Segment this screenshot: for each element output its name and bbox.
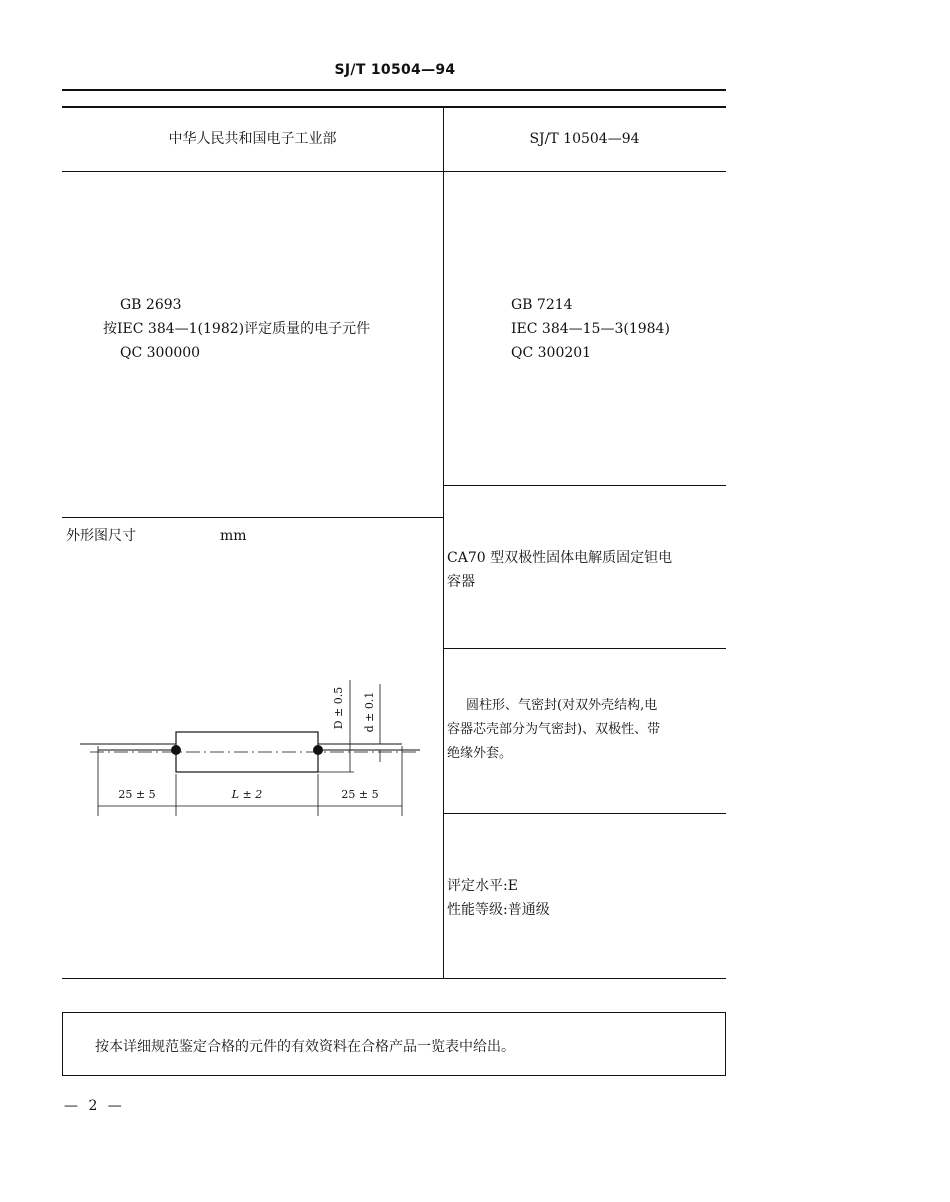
- left-ref-iec: 按IEC 384—1(1982)评定质量的电子元件: [103, 321, 371, 337]
- right-rule-2: [443, 485, 726, 486]
- capacitor-outline-drawing: [80, 660, 430, 830]
- table-rule-1: [62, 171, 726, 172]
- dim-lead-left: 25 ± 5: [118, 788, 156, 801]
- left-ref-qc: QC 300000: [120, 345, 201, 361]
- dim-diameter: D ± 0.5: [332, 686, 345, 730]
- dim-body-length: L ± 2: [231, 788, 263, 801]
- right-ref-iec: IEC 384—15—3(1984): [511, 321, 670, 337]
- right-rule-4: [443, 813, 726, 814]
- qualification-note-box: [62, 1012, 726, 1076]
- header-rule: [62, 89, 726, 91]
- table-center-divider: [443, 106, 444, 978]
- doc-code-cell: SJ/T 10504—94: [529, 131, 640, 147]
- running-header: SJ/T 10504—94: [334, 62, 456, 78]
- dim-lead-diameter: d ± 0.1: [363, 691, 376, 733]
- description-line2: 容器芯壳部分为气密封)、双极性、带: [447, 722, 661, 737]
- right-rule-3: [443, 648, 726, 649]
- left-ref-gb: GB 2693: [120, 297, 182, 313]
- performance-grade: 性能等级:普通级: [447, 902, 550, 918]
- dim-lead-right: 25 ± 5: [341, 788, 379, 801]
- right-ref-qc: QC 300201: [511, 345, 592, 361]
- assessment-level: 评定水平:E: [447, 878, 518, 894]
- left-rule-2: [62, 517, 443, 518]
- outline-label: 外形图尺寸: [66, 528, 136, 544]
- product-name-line2: 容器: [447, 574, 475, 590]
- page-number: — 2 —: [64, 1098, 125, 1114]
- product-name-line1: CA70 型双极性固体电解质固定钽电: [447, 550, 673, 566]
- outline-unit: mm: [220, 528, 247, 544]
- issuer-name: 中华人民共和国电子工业部: [168, 131, 337, 147]
- description-line1: 圆柱形、气密封(对双外壳结构,电: [466, 698, 658, 713]
- description-line3: 绝缘外套。: [447, 746, 513, 761]
- right-ref-gb: GB 7214: [511, 297, 573, 313]
- left-seal: [171, 745, 181, 755]
- qualification-note: 按本详细规范鉴定合格的元件的有效资料在合格产品一览表中给出。: [95, 1039, 515, 1055]
- table-top-rule: [62, 106, 726, 108]
- table-bottom-rule: [62, 978, 726, 979]
